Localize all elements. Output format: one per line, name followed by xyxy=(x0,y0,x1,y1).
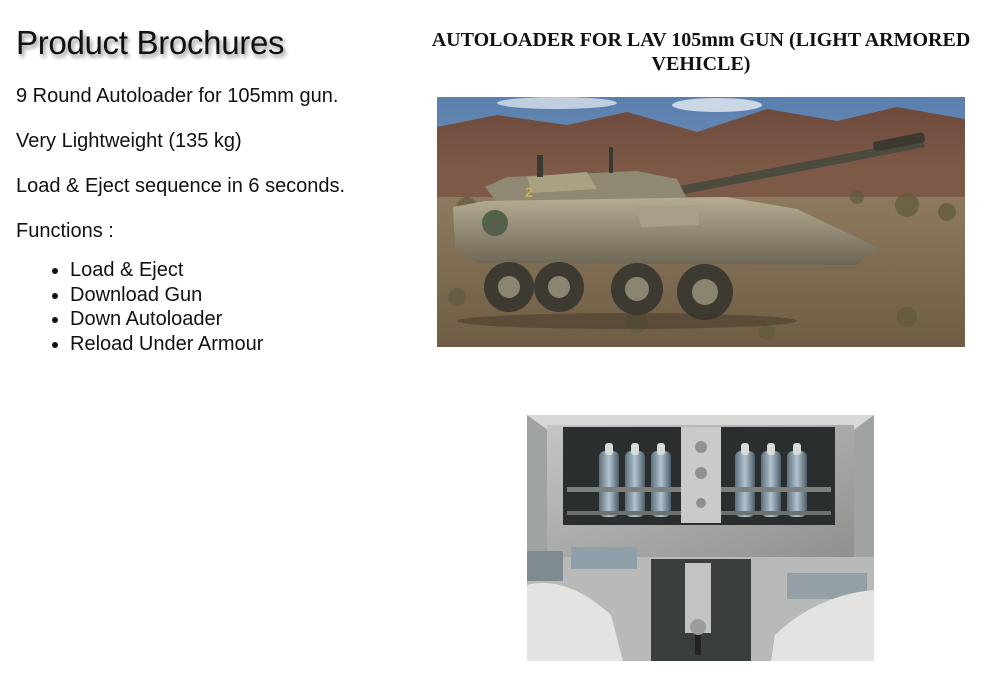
functions-list xyxy=(16,258,406,356)
lav-vehicle-photo xyxy=(437,97,965,347)
vehicle-marking: 2 xyxy=(525,184,533,200)
autoloader-illustration xyxy=(527,415,874,661)
feature-weight: Very Lightweight (135 kg) xyxy=(16,130,242,152)
feature-section xyxy=(16,84,406,356)
function-item: • Reload Under Armour xyxy=(70,332,406,357)
function-item: • Download Gun xyxy=(70,283,406,308)
product-title: AUTOLOADER FOR LAV 105mm GUN (LIGHT ARMORED VEHICLE) xyxy=(431,29,971,75)
lav-vehicle-illustration xyxy=(437,97,965,347)
function-item: • Load & Eject xyxy=(70,258,406,283)
function-item: • Down Autoloader xyxy=(70,307,406,332)
feature-rounds: 9 Round Autoloader for 105mm gun. xyxy=(16,85,339,107)
feature-sequence: Load & Eject sequence in 6 seconds. xyxy=(16,175,346,197)
autoloader-photo xyxy=(527,415,874,661)
functions-label: Functions : xyxy=(16,220,114,242)
page-heading: Product Brochures xyxy=(16,24,285,61)
